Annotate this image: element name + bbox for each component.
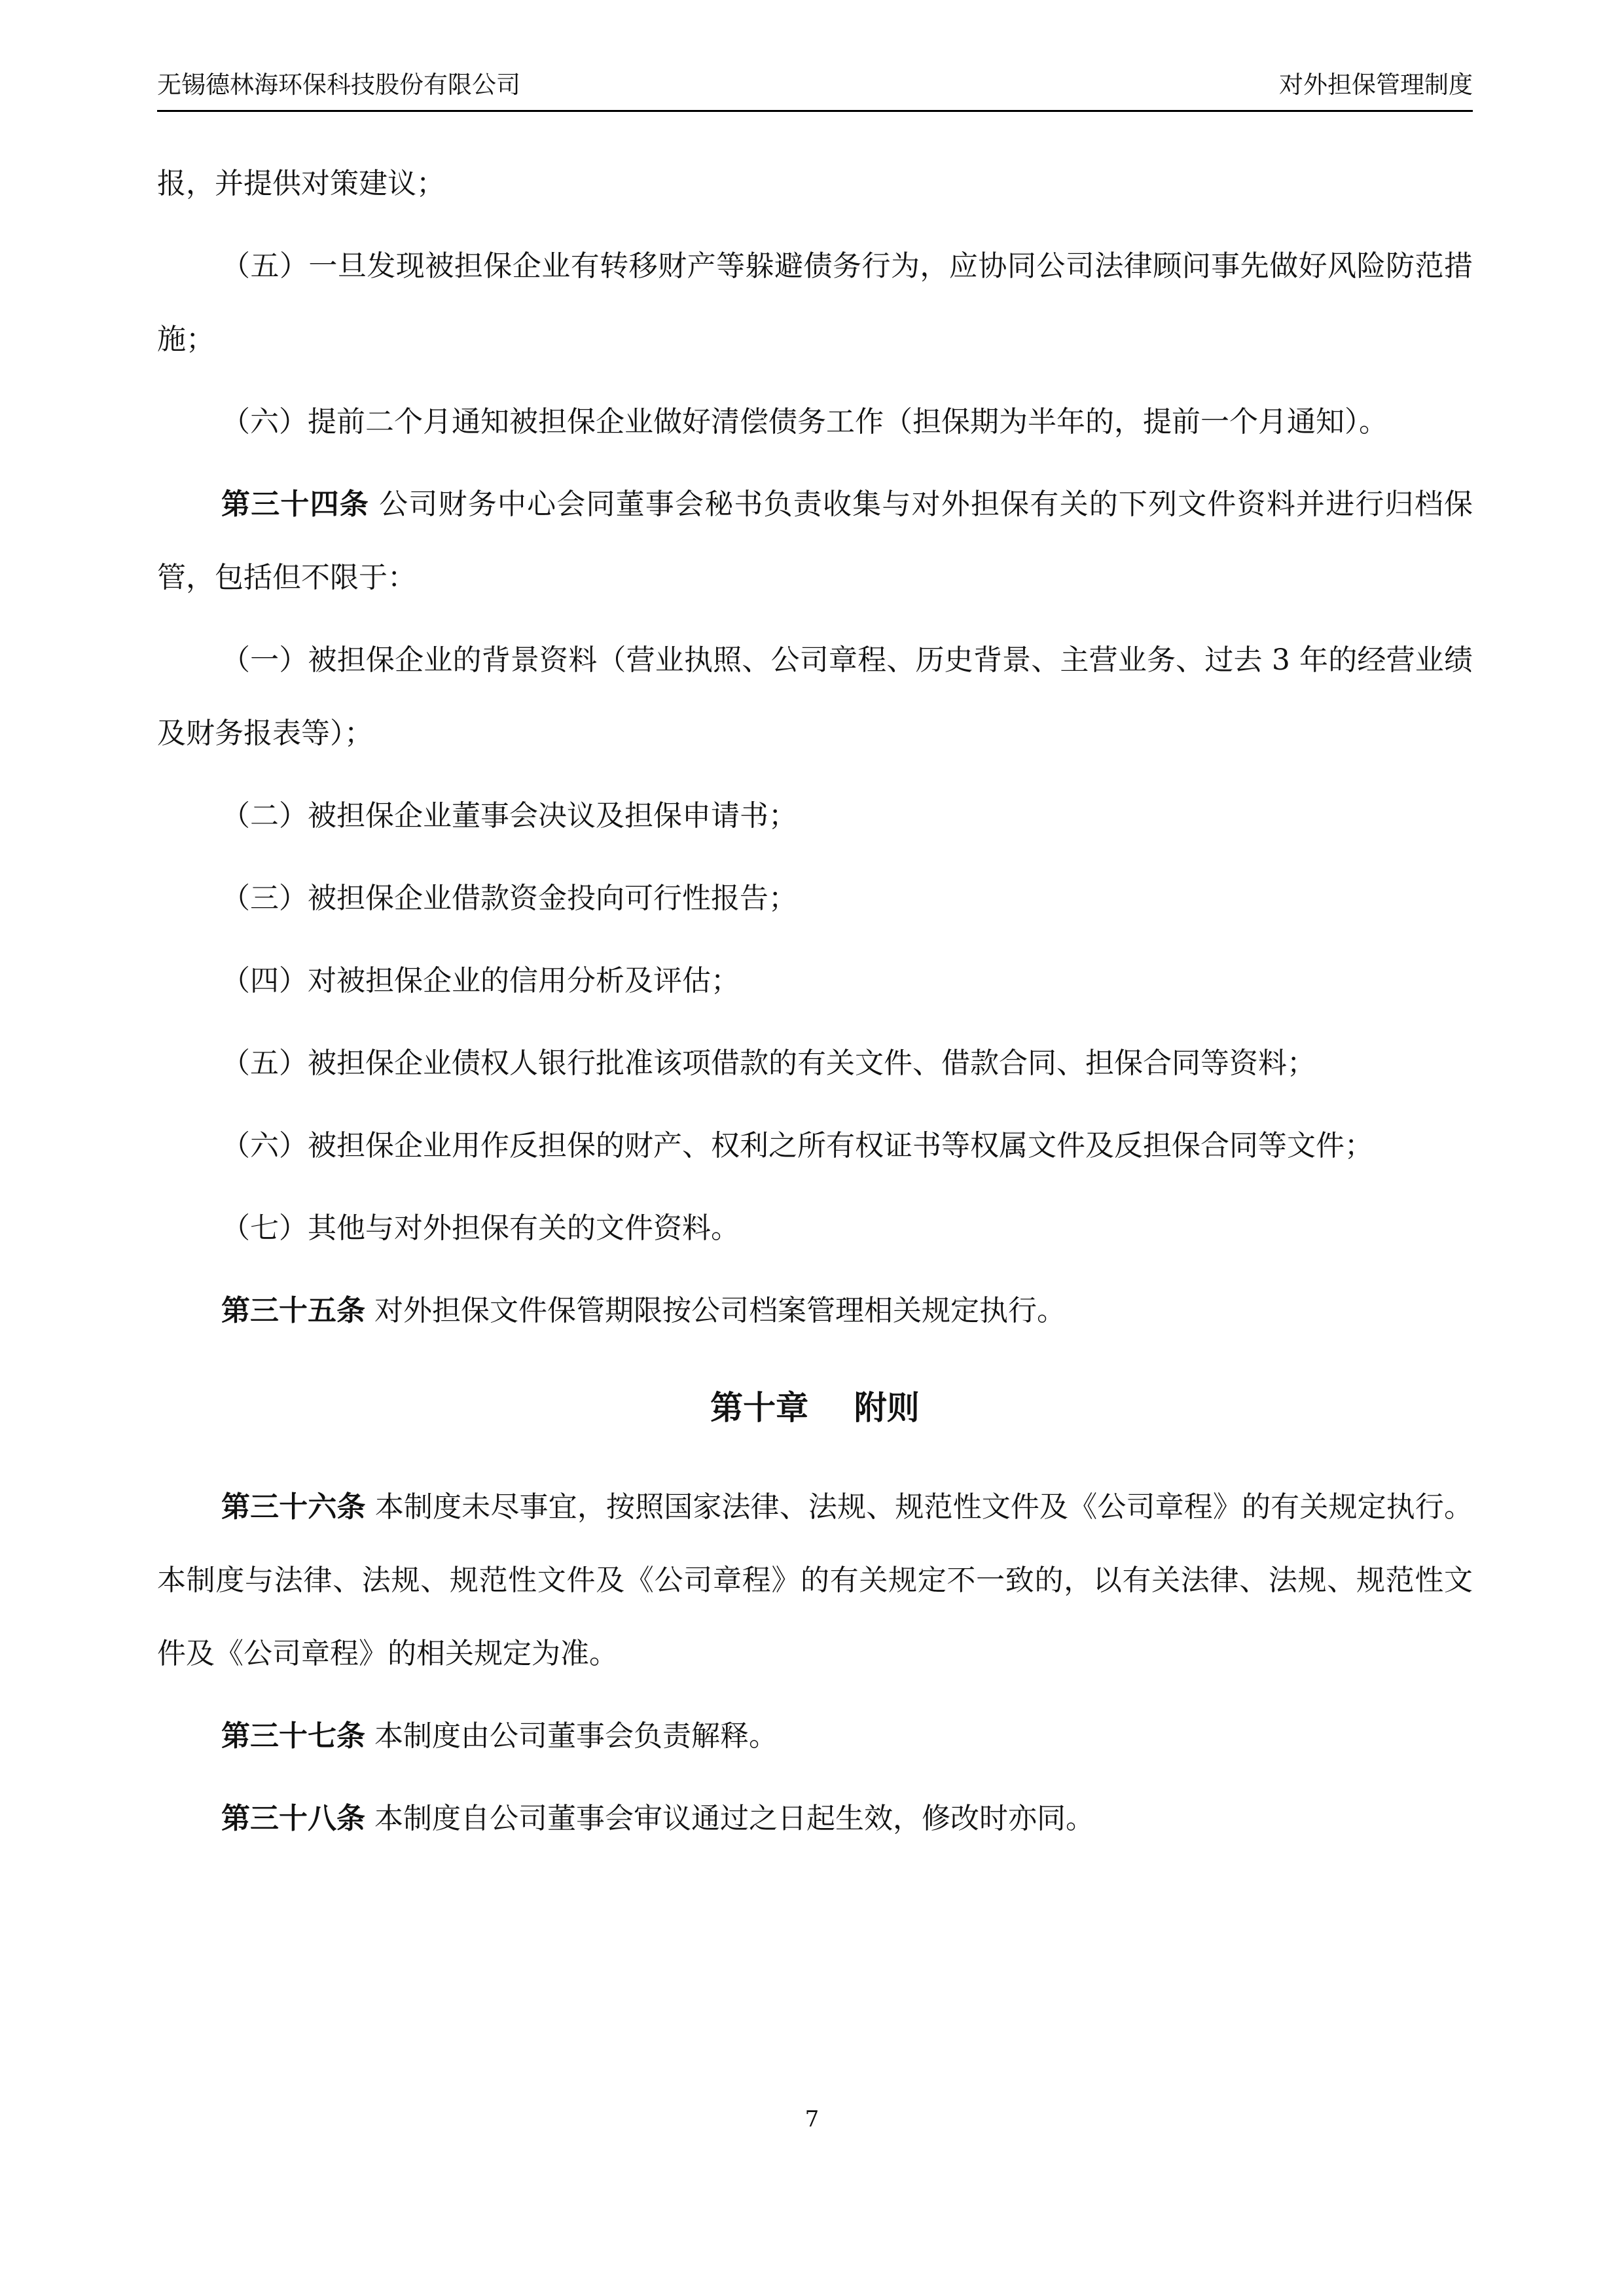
article-34: [157, 468, 1473, 615]
list-item: （六）被担保企业用作反担保的财产、权利之所有权证书等权属文件及反担保合同等文件；: [221, 1129, 1373, 1162]
article-text: 对外担保文件保管期限按公司档案管理相关规定执行。: [374, 1294, 1066, 1327]
chapter-heading: 第十章 附则: [710, 1389, 920, 1427]
document-body: [157, 147, 1473, 1865]
article-text: 本制度未尽事宜，按照国家法律、法规、规范性文件及《公司章程》的有关规定执行。本制度与法律、法规、规范性文件及《公司章程》的有关规定不一致的，以有关法律、法规、规范性文件及《公司章程》的相关规定为准。: [157, 1490, 1473, 1670]
article-number: 第三十七条: [221, 1719, 365, 1753]
header-company-name: 无锡德林海环保科技股份有限公司: [157, 71, 520, 99]
list-item: （二）被担保企业董事会决议及担保申请书；: [221, 799, 797, 833]
article-number: 第三十四条: [221, 488, 369, 521]
article-text: 公司财务中心会同董事会秘书负责收集与对外担保有关的下列文件资料并进行归档保管，包括但不限于：: [157, 488, 1473, 594]
header-document-title: 对外担保管理制度: [1279, 71, 1473, 99]
article-number: 第三十八条: [221, 1802, 365, 1835]
article-number: 第三十六条: [221, 1490, 366, 1524]
article-text: 本制度自公司董事会审议通过之日起生效，修改时亦同。: [374, 1802, 1094, 1835]
article-37: [157, 1700, 1473, 1773]
clause-item: （五）一旦发现被担保企业有转移财产等躲避债务行为，应协同公司法律顾问事先做好风险防范措施；: [157, 249, 1473, 356]
list-item: （五）被担保企业债权人银行批准该项借款的有关文件、借款合同、担保合同等资料；: [221, 1047, 1316, 1080]
list-item: （四）对被担保企业的信用分析及评估；: [221, 964, 740, 997]
page-number: 7: [804, 2106, 820, 2132]
article-38: [157, 1782, 1473, 1856]
article-text: 本制度由公司董事会负责解释。: [374, 1719, 778, 1753]
article-35: [157, 1274, 1473, 1348]
list-item: （三）被担保企业借款资金投向可行性报告；: [221, 882, 797, 915]
article-number: 第三十五条: [221, 1294, 365, 1327]
article-36: [157, 1471, 1473, 1691]
clause-item: （六）提前二个月通知被担保企业做好清偿债务工作（担保期为半年的，提前一个月通知）。: [221, 405, 1388, 439]
page-header: [157, 65, 1473, 112]
list-item: （七）其他与对外担保有关的文件资料。: [221, 1211, 740, 1245]
list-item: （一）被担保企业的背景资料（营业执照、公司章程、历史背景、主营业务、过去 3 年的经营业绩及财务报表等）；: [157, 643, 1473, 750]
paragraph-continuation: 报，并提供对策建议；: [157, 167, 445, 200]
